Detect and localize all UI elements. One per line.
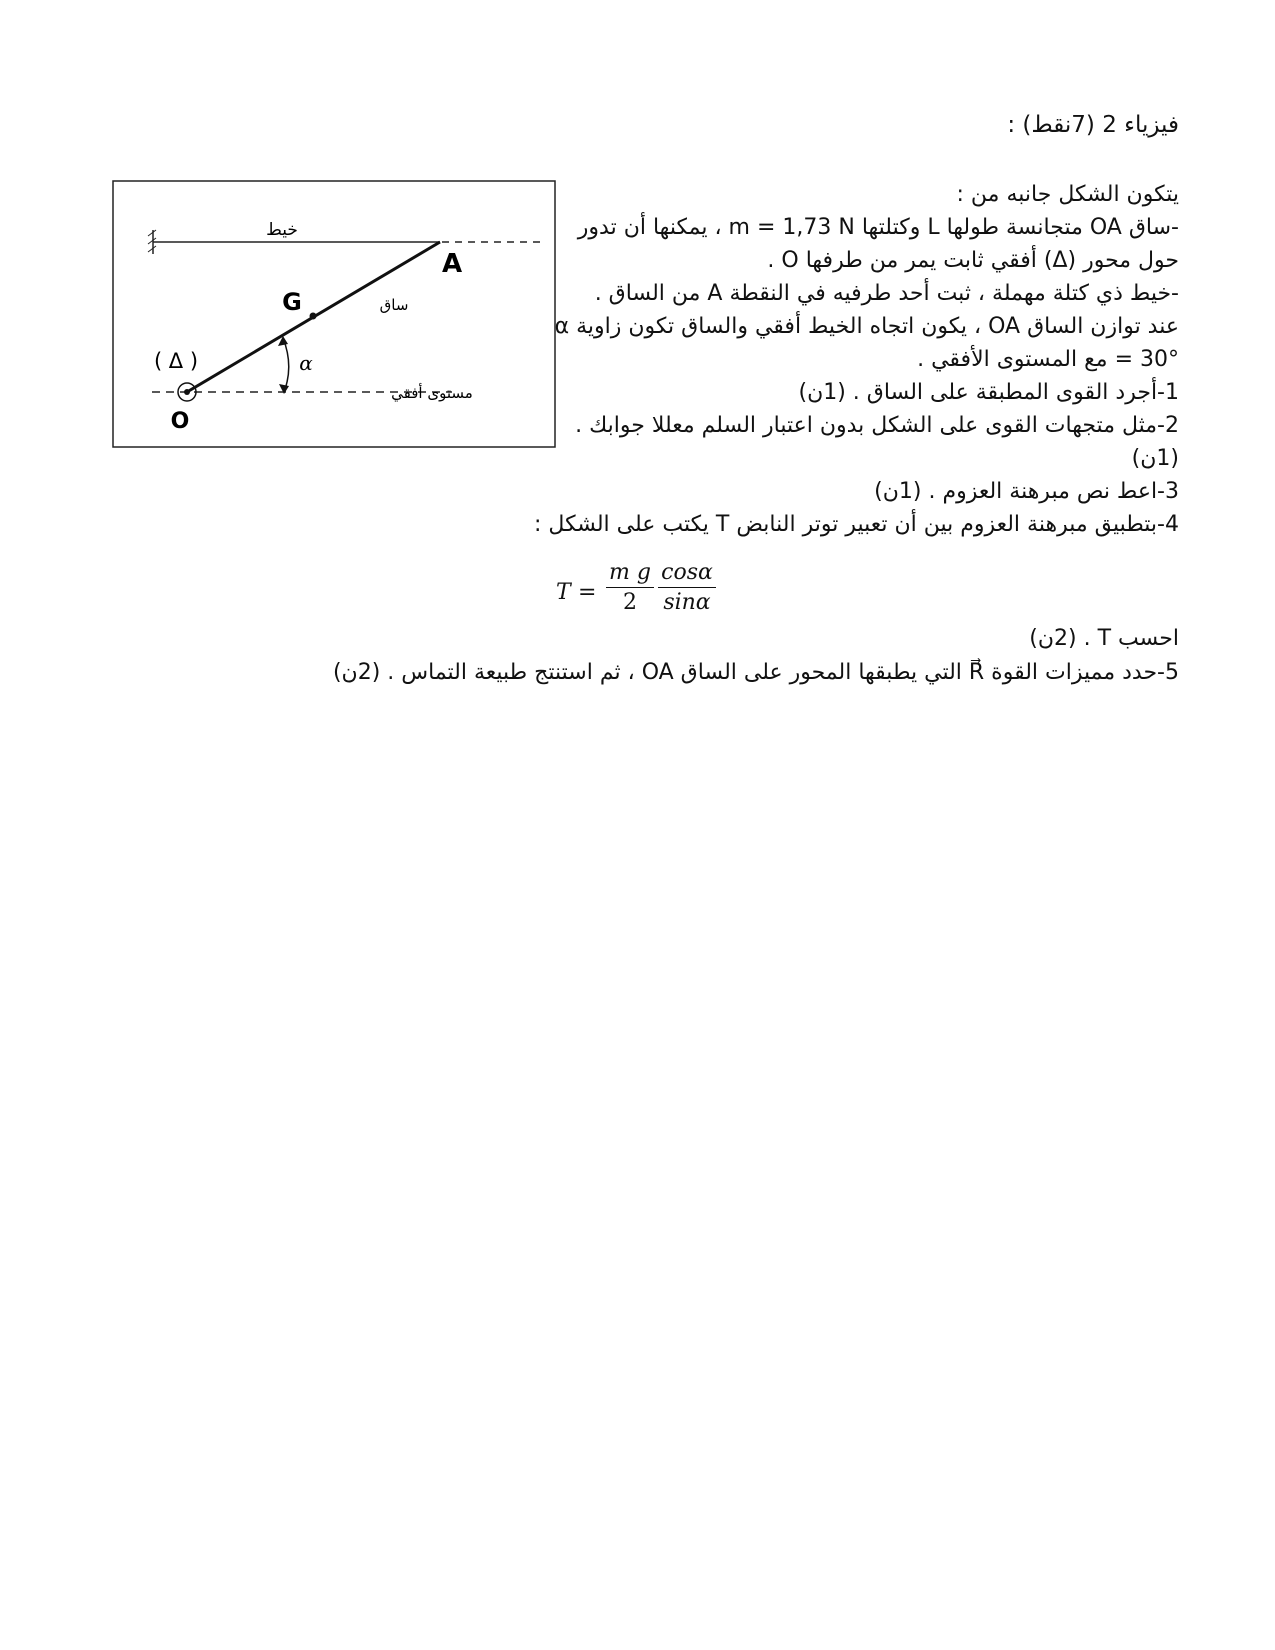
horizontal-plane-label: مستوى أفقي: [391, 384, 473, 402]
rod-label: ساق: [379, 296, 409, 314]
tension-equation: [556, 560, 736, 630]
fraction-2-numerator: cosα: [661, 560, 713, 585]
thread-description: -خيط ذي كتلة مهملة ، ثبت أحد طرفيه في النقطة A من الساق .: [594, 281, 1179, 306]
fraction-mg-over-2: [606, 560, 654, 615]
a-label: A: [441, 249, 463, 279]
exercise-title: فيزياء 2 (7نقط) :: [1007, 112, 1179, 138]
question-4: 4-بتطبيق مبرهنة العزوم بين أن تعبير توتر النابض T يكتب على الشكل :: [534, 512, 1179, 537]
thread-label: خيط: [266, 220, 298, 240]
equation-lhs: T: [556, 580, 571, 605]
o-label: O: [170, 409, 190, 434]
axis-center: [184, 389, 190, 395]
question-2: 2-مثل متجهات القوى على الشكل بدون اعتبار السلم معللا جوابك . (1ن): [575, 413, 1179, 471]
figure-svg: [112, 180, 556, 448]
exercise-text: [539, 178, 1179, 508]
fraction-2-denominator: sinα: [663, 590, 711, 615]
figure-frame: [113, 181, 555, 447]
intro-line: يتكون الشكل جانبه من :: [956, 182, 1179, 207]
alpha-label: α: [299, 351, 313, 375]
fraction-1-numerator: m g: [609, 560, 651, 585]
point-g: [310, 313, 317, 320]
question-3: 3-اعط نص مبرهنة العزوم . (1ن): [874, 479, 1179, 504]
question-5: 5-حدد مميزات القوة R⃗ التي يطبقها المحور على الساق OA ، ثم استنتج طبيعة التماس . (2ن): [332, 660, 1179, 685]
fraction-1-bar: [606, 587, 654, 588]
axis-label: ( Δ ): [153, 349, 199, 373]
equation-equals: =: [578, 580, 597, 605]
calc-question: احسب T . (2ن): [1029, 626, 1179, 651]
rod-thread-figure: [112, 180, 556, 448]
equilibrium-description: عند توازن الساق OA ، يكون اتجاه الخيط أفقي والساق تكون زاوية α = 30° مع المستوى الأفقي .: [554, 314, 1179, 372]
g-label: G: [282, 288, 302, 316]
fraction-cos-over-sin: [658, 560, 716, 615]
question-1: 1-أجرد القوى المطبقة على الساق . (1ن): [798, 380, 1179, 405]
fraction-2-bar: [658, 587, 716, 588]
fraction-1-denominator: 2: [623, 590, 637, 615]
rod-description: -ساق OA متجانسة طولها L وكتلتها m = 1,73 N ، يمكنها أن تدور حول محور (Δ) أفقي ثابت يمر من طرفها O .: [577, 215, 1179, 273]
